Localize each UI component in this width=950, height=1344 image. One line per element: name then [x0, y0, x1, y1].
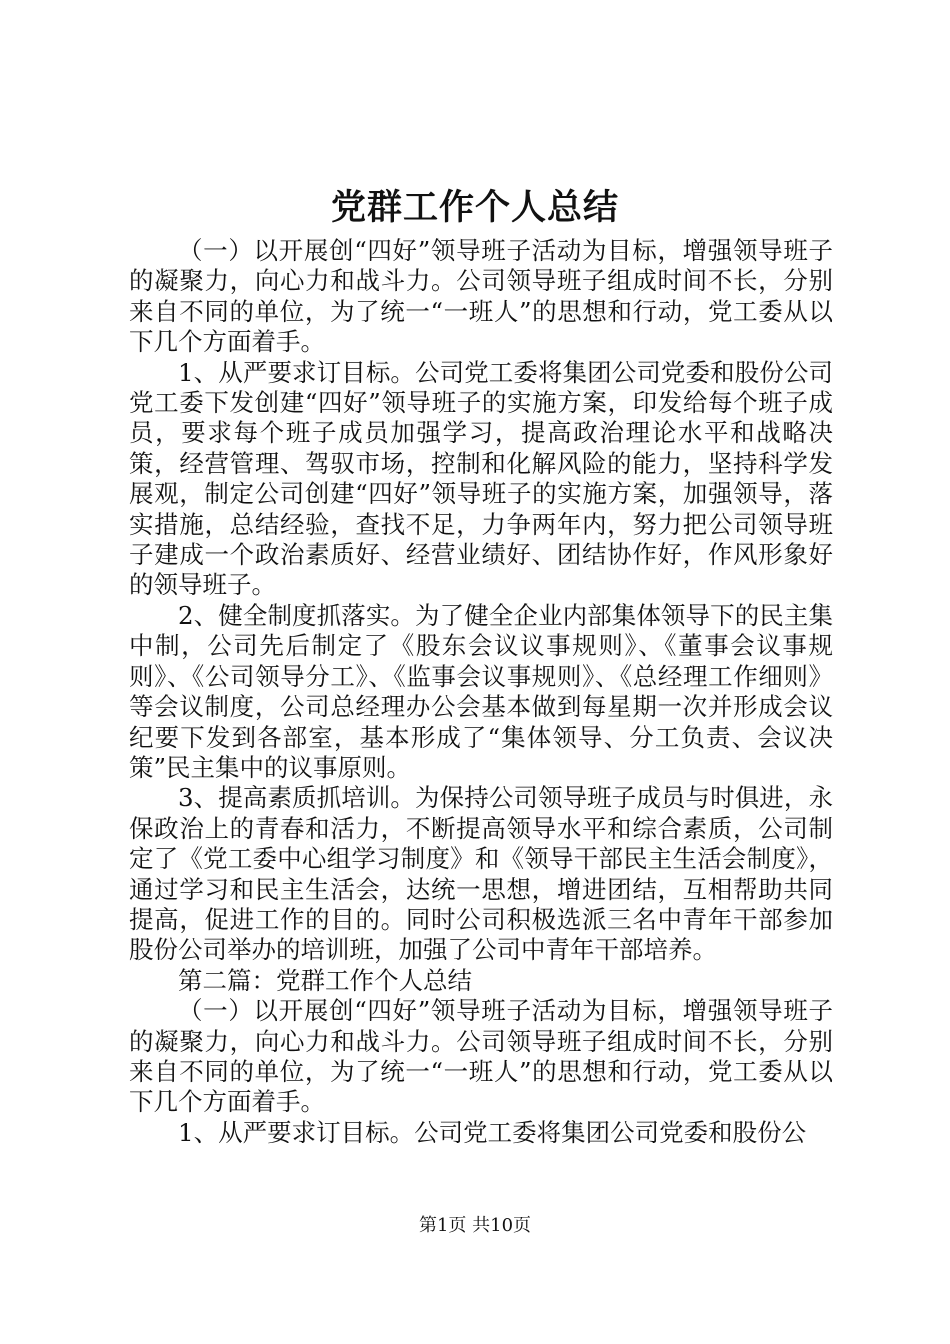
section-2-paragraph-1: （一）以开展创“四好”领导班子活动为目标，增强领导班子的凝聚力，向心力和战斗力。公司领导班子组成时间不长，分别来自不同的单位，为了统一“一班人”的思想和行动，党工委从以下几个方面着手。: [129, 996, 833, 1117]
page-footer: 第1页 共10页: [418, 1215, 532, 1236]
document-body: [129, 236, 833, 1148]
section-2-paragraph-2: 1、从严要求订目标。公司党工委将集团公司党委和股份公: [178, 1117, 807, 1147]
paragraph-4: 3、提高素质抓培训。为保持公司领导班子成员与时俱进，永保政治上的青春和活力，不断提高领导水平和综合素质，公司制定了《党工委中心组学习制度》和《领导干部民主生活会制度》，通过学习和民主生活会，达统一思想，增进团结，互相帮助共同提高，促进工作的目的。同时公司积极选派三名中青年干部参加股份公司举办的培训班，加强了公司中青年干部培养。: [129, 783, 833, 965]
page-title: 党群工作个人总结: [330, 187, 619, 228]
paragraph-1: （一）以开展创“四好”领导班子活动为目标，增强领导班子的凝聚力，向心力和战斗力。公司领导班子组成时间不长，分别来自不同的单位，为了统一“一班人”的思想和行动，党工委从以下几个方面着手。: [129, 236, 833, 357]
paragraph-2: 1、从严要求订目标。公司党工委将集团公司党委和股份公司党工委下发创建“四好”领导班子的实施方案，印发给每个班子成员，要求每个班子成员加强学习，提高政治理论水平和战略决策，经营管理、驾驭市场，控制和化解风险的能力，坚持科学发展观，制定公司创建“四好”领导班子的实施方案，加强领导，落实措施，总结经验，查找不足，力争两年内，努力把公司领导班子建成一个政治素质好、经营业绩好、团结协作好，作风形象好的领导班子。: [129, 357, 833, 600]
section-2-heading: 第二篇：党群工作个人总结: [178, 965, 472, 995]
paragraph-3: 2、健全制度抓落实。为了健全企业内部集体领导下的民主集中制，公司先后制定了《股东会议议事规则》、《董事会议事规则》、《公司领导分工》、《监事会议事规则》、《总经理工作细则》等会议制度，公司总经理办公会基本做到每星期一次并形成会议纪要下发到各部室，基本形成了“集体领导、分工负责、会议决策”民主集中的议事原则。: [129, 600, 833, 782]
